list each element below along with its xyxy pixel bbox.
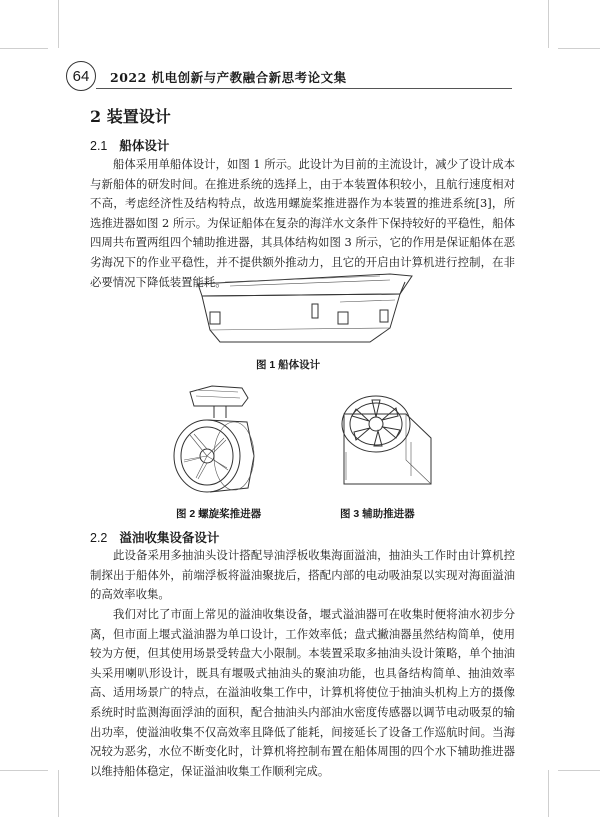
subsection-heading-2-1 bbox=[90, 136, 169, 154]
paragraph-oil-collection-detail: 我们对比了市面上常见的溢油收集设备，堰式溢油器可在收集时便将油水初步分离，但市面上堰式溢油器为单口设计，工作效率低；盘式撇油器虽然结构简单，使用较为方便，但其使用场景受转盘大小限制。本装置采取多抽油头设计策略，单个抽油头采用喇叭形设计，既具有堰吸式抽油头的聚油功能，也具备结构简单、抽油效率高、适用场景广的特点，在溢油收集工作中，计算机将使位于抽油头机构上方的摄像系统时时监测海面浮油的面积，配合抽油头内部油水密度传感器以调节电动吸泵的输出功率，使溢油收集不仅高效率且降低了能耗，间接延长了设备工作巡航时间。当海况较为恶劣，水位不断变化时，计算机将控制布置在船体周围的四个水下辅助推进器以维持船体稳定，保证溢油收集工作顺利完成。 bbox=[90, 607, 515, 778]
figure-auxiliary-thruster bbox=[336, 380, 436, 490]
figure-hull-design bbox=[190, 262, 420, 352]
crop-mark bbox=[558, 770, 600, 771]
section-heading: 2 装置设计 bbox=[90, 107, 171, 126]
crop-mark bbox=[0, 770, 48, 771]
crop-mark bbox=[558, 48, 600, 49]
page-number: 64 bbox=[66, 61, 96, 91]
running-title: 2022 机电创新与产教融合新思考论文集 bbox=[110, 70, 347, 85]
figure-1-caption: 图 1 船体设计 bbox=[256, 359, 321, 371]
figure-3-caption: 图 3 辅助推进器 bbox=[340, 508, 415, 520]
subsection-title: 溢油收集设备设计 bbox=[119, 531, 220, 545]
crop-mark bbox=[58, 770, 59, 817]
crop-mark bbox=[0, 48, 48, 49]
crop-mark bbox=[548, 0, 549, 48]
subsection-number: 2.2 bbox=[90, 531, 108, 545]
subsection-number: 2.1 bbox=[90, 139, 108, 153]
crop-mark bbox=[548, 770, 549, 817]
crop-mark bbox=[58, 0, 59, 48]
figure-2-caption: 图 2 螺旋桨推进器 bbox=[176, 508, 262, 520]
paragraph-hull-design: 船体采用单船体设计，如图 1 所示。此设计为目前的主流设计，减少了设计成本与新船体的研发时间。在推进系统的选择上，由于本装置体积较小，且航行速度相对不高，考虑经济性及结构特点，故选用螺旋桨推进器作为本装置的推进系统[3]，所选推进器如图 2 所示。为保证船体在复杂的海洋水文条件下保持较好的平稳性，船体四周共布置两组四个辅助推进器，其具体结构如图 3 所示，它的作用是保证船体在恶劣海况下的作业平稳性，并不提供额外推动力，且它的开启由计算机进行控制，在非必要情况下降低装置能耗。 bbox=[90, 157, 515, 289]
subsection-heading-2-2 bbox=[90, 528, 219, 546]
figure-propeller-thruster bbox=[172, 380, 272, 500]
header-rule bbox=[96, 88, 512, 89]
paragraph-oil-collection-intro: 此设备采用多抽油头设计搭配导油浮板收集海面溢油，抽油头工作时由计算机控制探出于船体外，前端浮板将溢油聚拢后，搭配内部的电动吸油泵以实现对海面溢油的高效率收集。 bbox=[90, 548, 515, 602]
subsection-title: 船体设计 bbox=[119, 139, 170, 153]
